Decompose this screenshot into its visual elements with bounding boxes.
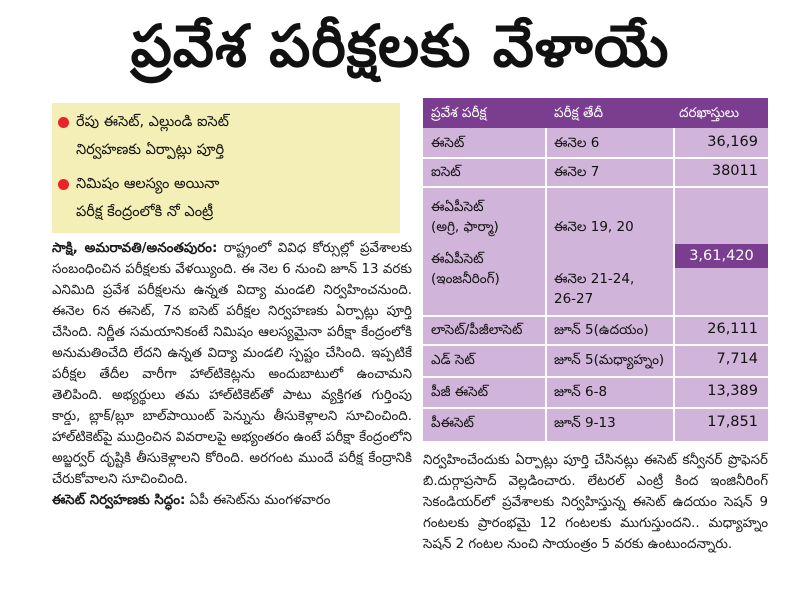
- dateline: సాక్షి, అమరావతి/అనంతపురం:: [52, 241, 218, 256]
- cell-date: ఈనెల 21-24,: [554, 271, 635, 287]
- cell-applications: 38011: [711, 163, 758, 179]
- column-divider: [673, 128, 675, 441]
- cell-date: జూన్ 5(ఉదయం): [554, 322, 649, 338]
- header-exam: ప్రవేశ పరీక్ష: [431, 105, 487, 121]
- cell-date: ఈనెల 19, 20: [554, 219, 634, 235]
- highlights-box: రేపు ఈసెట్, ఎల్లుండి ఐసెట్ నిర్వహణకు ఏర్పాట్లు పూర్తి నిమిషం ఆలస్యం అయినా పరీక్ష కేంద్రంలోకి నో ఎంట్రీ: [52, 103, 400, 233]
- eapcet-total-applications: 3,61,420: [675, 244, 768, 268]
- column-divider: [545, 128, 547, 441]
- cell-applications: 26,111: [707, 321, 758, 337]
- table-header: [423, 98, 768, 128]
- cell-exam: ఈఏపీసెట్: [431, 251, 484, 267]
- cell-applications: 17,851: [707, 414, 758, 430]
- red-bullet-icon: [58, 179, 69, 190]
- cell-date: ఈనెల 6: [554, 135, 600, 151]
- cell-exam: ఐసెట్: [431, 164, 461, 180]
- cell-exam: ఈఏపీసెట్: [431, 199, 484, 215]
- header-date: పరీక్ష తేదీ: [554, 105, 603, 121]
- header-applications: దరఖాస్తులు: [679, 105, 740, 121]
- subhead: ఈసెట్ నిర్వహణకు సిద్ధం:: [52, 493, 186, 508]
- cell-date: ఈనెల 7: [554, 164, 600, 180]
- cell-exam: లాసెట్/పీజీలాసెట్: [431, 322, 523, 338]
- article-column-right: [423, 450, 768, 555]
- cell-applications: 7,714: [716, 351, 758, 367]
- row-divider: [423, 344, 768, 346]
- row-divider: [423, 376, 768, 378]
- cell-date: జూన్ 9-13: [554, 415, 616, 431]
- article-paragraph: నిర్వహించేందుకు ఏర్పాట్లు పూర్తి చేసినట్లు ఈసెట్ కన్వీనర్ ప్రొఫెసర్ బి.దుర్గాప్రసాద్ వెల్లడించారు. లేటరల్ ఎంట్రీ కింద ఇంజినీరింగ్ సెకండియర్‌లో ప్రవేశాలకు నిర్వహిస్తున్న ఈసెట్ ఉదయం సెషన్ 9 గంటలకు ప్రారంభమై 12 గంటలకు ముగుస్తుందని.. మధ్యాహ్నం సెషన్ 2 గంటల నుంచి సాయంత్రం 5 వరకు ఉంటుందన్నారు.: [423, 453, 768, 552]
- article-column-left: [52, 238, 412, 511]
- article-paragraph: ఏపీ ఈసెట్‌ను మంగళవారం: [189, 493, 331, 508]
- row-divider: [423, 315, 768, 317]
- cell-applications: 36,169: [707, 134, 758, 150]
- cell-date: జూన్ 6-8: [554, 384, 608, 400]
- row-divider: [423, 186, 768, 188]
- row-divider: [423, 157, 768, 159]
- cell-exam: ఎడ్ సెట్: [431, 352, 475, 368]
- row-divider: [423, 407, 768, 409]
- cell-exam: పీజీ ఈసెట్: [431, 384, 489, 400]
- exam-schedule-table: [423, 98, 768, 441]
- cell-exam: పీఈసెట్: [431, 415, 474, 431]
- headline: ప్రవేశ పరీక్షలకు వేళాయే: [130, 12, 670, 80]
- cell-date-detail: 26-27: [554, 291, 594, 307]
- red-bullet-icon: [58, 117, 69, 128]
- cell-exam-detail: (ఇంజనీరింగ్): [431, 271, 500, 287]
- cell-exam: ఈసెట్: [431, 135, 465, 151]
- cell-applications: 13,389: [707, 383, 758, 399]
- cell-date: జూన్ 5(మధ్యాహ్నం): [554, 352, 665, 368]
- cell-exam-detail: (అగ్రి, ఫార్మా): [431, 219, 499, 235]
- article-paragraph: రాష్ట్రంలో వివిధ కోర్సుల్లో ప్రవేశాలకు సంబంధించిన పరీక్షలకు వేళయ్యింది. ఈ నెల 6 నుంచి జూన్ 13 వరకు ఎనిమిది ప్రవేశ పరీక్షలను ఉన్నత విద్యా మండలి నిర్వహించనుంది. ఈనెల 6న ఈసెట్, 7న ఐసెట్ పరీక్షల నిర్వహణకు ఏర్పాట్లు పూర్తి చేసింది. నిర్ణీత సమయానికంటే నిమిషం ఆలస్యమైనా పరీక్షా కేంద్రంలోకి అనుమతించేది లేదని ఉన్నత విద్యా మండలి స్పష్టం చేసింది. ఇప్పటికే పరీక్షల తేదీల వారీగా హాల్‌టికెట్లను అందుబాటులో ఉంచామని తెలిపింది. అభ్యర్థులు తమ హాల్‌టికెట్‌తో పాటు వ్యక్తిగత గుర్తింపు కార్డు, బ్లాక్/బ్లూ బాల్‌పాయింట్ పెన్నును తీసుకెళ్లాలని సూచించింది. హాల్‌టికెట్‌పై ముద్రించిన వివరాలపై అభ్యంతరం ఉంటే పరీక్షా కేంద్రంలోని అబ్జర్వర్ దృష్టికి తీసుకెళ్లాలని కోరింది. అరగంట ముందే పరీక్ష కేంద్రానికి చేరుకోవాలని సూచించింది.: [52, 241, 412, 487]
